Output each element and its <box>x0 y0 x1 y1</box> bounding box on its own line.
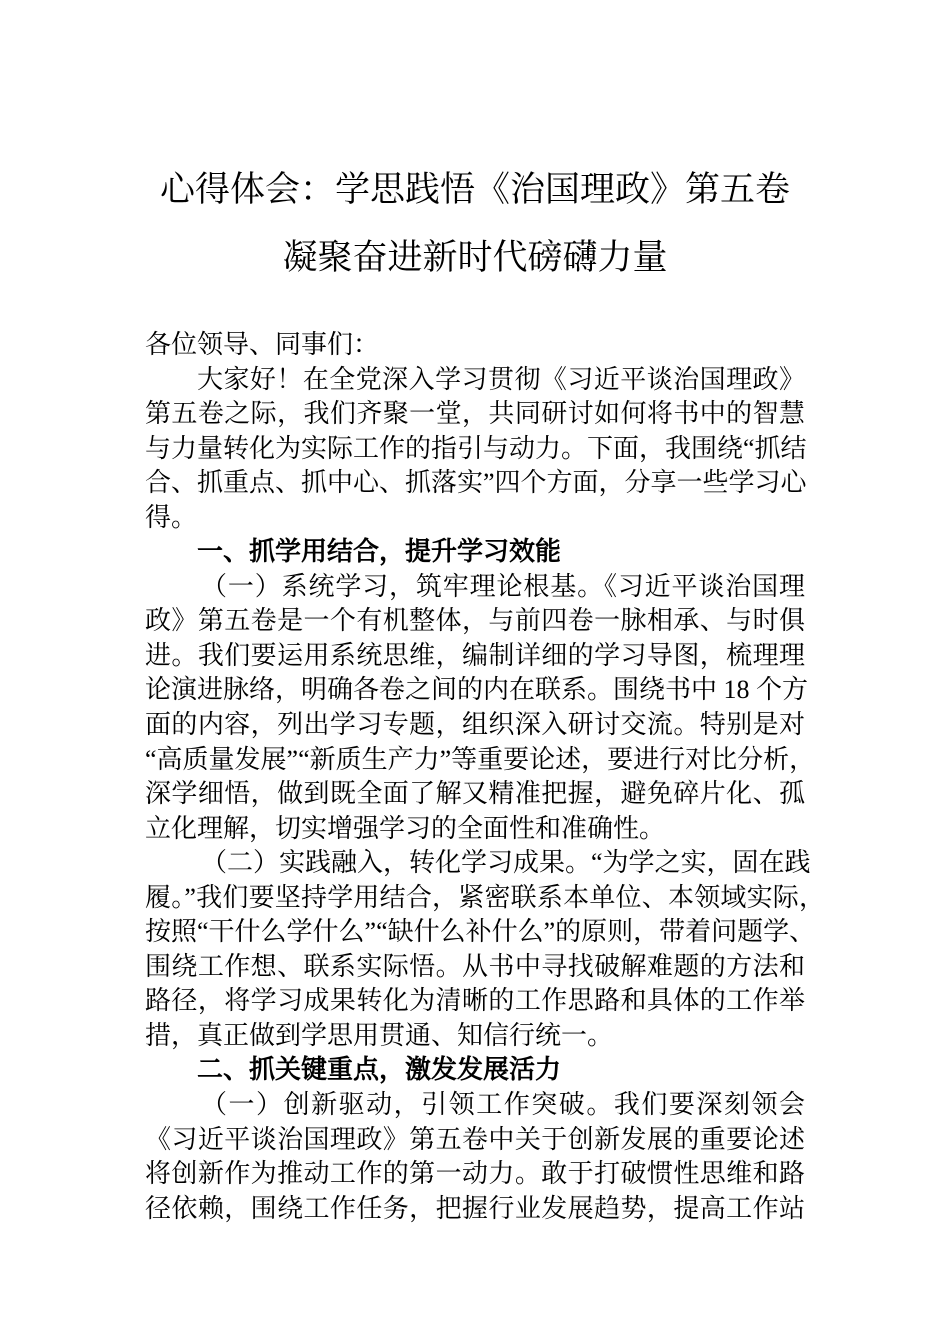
text-line: 与力量转化为实际工作的指引与动力。下面，我围绕“抓结 <box>145 433 807 463</box>
text-line: 围绕工作想、联系实际悟。从书中寻找破解难题的方法和 <box>145 951 805 981</box>
text-line: 履。”我们要坚持学用结合，紧密联系本单位、本领域实际， <box>145 882 825 912</box>
text-line: 政》第五卷是一个有机整体，与前四卷一脉相承、与时俱 <box>145 606 805 636</box>
text-line: 第五卷之际，我们齐聚一堂，共同研讨如何将书中的智慧 <box>145 399 805 429</box>
text-line: 《习近平谈治国理政》第五卷中关于创新发展的重要论述 <box>145 1124 805 1154</box>
text-line: 按照“干什么学什么”“缺什么补什么”的原则，带着问题学、 <box>145 917 816 947</box>
section-2-heading: 二、抓关键重点，激发发展活力 <box>197 1055 562 1085</box>
text-line: 论演进脉络，明确各卷之间的内在联系。围绕书中 18 个方 <box>145 675 809 705</box>
text-line: “高质量发展”“新质生产力”等重要论述，要进行对比分析， <box>145 744 816 774</box>
text-line: 合、抓重点、抓中心、抓落实”四个方面，分享一些学习心 <box>145 468 807 498</box>
section-2-sub-1-paragraph <box>145 1088 805 1226</box>
document-title-line-2: 凝聚奋进新时代磅礴力量 <box>282 238 668 277</box>
text-line: 将创新作为推动工作的第一动力。敢于打破惯性思维和路 <box>145 1159 805 1189</box>
text-line: 立化理解，切实增强学习的全面性和准确性。 <box>145 813 666 843</box>
text-line: 路径，将学习成果转化为清晰的工作思路和具体的工作举 <box>145 986 805 1016</box>
intro-paragraph <box>145 363 805 536</box>
greeting: 各位领导、同事们： <box>145 330 380 359</box>
text-line: 得。 <box>145 502 198 532</box>
section-1-sub-1-paragraph <box>145 570 816 846</box>
text-line: 深学细悟，做到既全面了解又精准把握，避免碎片化、孤 <box>145 779 805 809</box>
text-line: 措，真正做到学思用贯通、知信行统一。 <box>145 1020 614 1050</box>
text-line: 大家好！在全党深入学习贯彻《习近平谈治国理政》 <box>197 364 805 394</box>
document-title-line-1: 心得体会：学思践悟《治国理政》第五卷 <box>159 170 790 209</box>
text-line: 进。我们要运用系统思维，编制详细的学习导图，梳理理 <box>145 640 805 670</box>
section-1-heading: 一、抓学用结合，提升学习效能 <box>197 537 562 567</box>
text-line: （一）系统学习，筑牢理论根基。《习近平谈治国理 <box>201 571 805 601</box>
text-line: 径依赖，围绕工作任务，把握行业发展趋势，提高工作站 <box>145 1193 805 1223</box>
text-line: （二）实践融入，转化学习成果。“为学之实，固在践 <box>201 848 811 878</box>
document-body <box>145 328 825 1226</box>
text-line: 面的内容，列出学习专题，组织深入研讨交流。特别是对 <box>145 710 805 740</box>
section-1-sub-2-paragraph <box>145 846 825 1053</box>
text-line: （一）创新驱动，引领工作突破。我们要深刻领会 <box>201 1090 805 1120</box>
